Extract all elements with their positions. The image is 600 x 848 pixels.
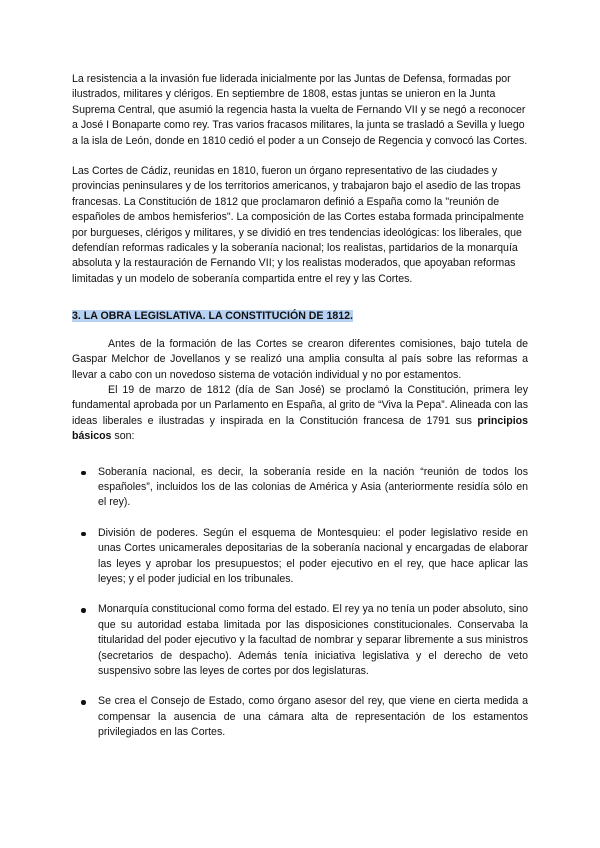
section-heading: 3. LA OBRA LEGISLATIVA. LA CONSTITUCIÓN DE 1812. bbox=[72, 310, 353, 323]
list-item-text: Soberanía nacional, es decir, la soberanía reside en la nación “reunión de todos los españoles”, incluidos los de las colonias de América y Asia (anteriormente residía sólo en el rey). bbox=[98, 465, 528, 509]
paragraph-cortes-cadiz: Las Cortes de Cádiz, reunidas en 1810, fueron un órgano representativo de las ciudades y provincias peninsulares y de los territorios americanos, y trabajaron bajo el asedio de las tropas francesas. La Constitución de 1812 que proclamaron definió a España como la "reunión de españoles de ambos hemisferios". La composición de las Cortes estaba formada principalmente por burgueses, clérigos y militares, y se dividió en tres tendencias ideológicas: los liberales, que defendían reformas radicales y la soberanía nacional; los realistas, partidarios de la monarquía absoluta y la restauración de Fernando VII; y los realistas moderados, que apoyaban reformas limitadas y un modelo de soberanía compartida entre el rey y las Cortes. bbox=[72, 165, 524, 285]
principios-basicos-bold: principios básicos bbox=[72, 414, 528, 443]
proclamacion-text: El 19 de marzo de 1812 (día de San José) se proclamó la Constitución, primera ley fundamental aprobada por un Parlamento en España, al grito de “Viva la Pepa”. Alineada con las ideas liberales e ilustradas y inspirada en la Constitución francesa de 1791 sus bbox=[72, 383, 528, 427]
list-item bbox=[72, 526, 528, 588]
bullet-icon bbox=[81, 532, 86, 537]
paragraph-juntas: La resistencia a la invasión fue liderada inicialmente por las Juntas de Defensa, formadas por ilustrados, militares y clérigos. En septiembre de 1808, estas juntas se unieron en la Junta Suprema Central, que asumió la regencia hasta la vuelta de Fernando VII y se negó a reconocer a José I Bonaparte como rey. Tras varios fracasos militares, la junta se trasladó a Sevilla y luego a la isla de León, donde en 1810 cedió el poder a un Consejo de Regencia y convocó las Cortes. bbox=[72, 73, 528, 147]
principles-list bbox=[72, 465, 528, 741]
list-item-text: División de poderes. Según el esquema de Montesquieu: el poder legislativo reside en unas Cortes unicamerales depositarias de la soberanía nacional y encargadas de elaborar las leyes y aprobar los presupuestos; el poder ejecutivo en el rey, que hace aplicar las leyes; y el poder judicial en los tribunales. bbox=[98, 526, 528, 585]
list-item-text: Monarquía constitucional como forma del estado. El rey ya no tenía un poder absoluto, sino que su autoridad estaba limitada por las disposiciones constitucionales. Conservaba la titularidad del poder ejecutivo y la facultad de nombrar y separar libremente a sus ministros (secretarios de despacho). Además tenía iniciativa legislativa y el derecho de veto suspensivo sobre las leyes de cortes por dos legislaturas. bbox=[98, 603, 528, 677]
list-item bbox=[72, 465, 528, 511]
bullet-icon bbox=[81, 608, 86, 613]
section-heading-container bbox=[72, 309, 528, 324]
list-item-text: Se crea el Consejo de Estado, como órgano asesor del rey, que viene en cierta medida a compensar la ausencia de una cámara alta de representación de los estamentos privilegiados en las Cortes. bbox=[98, 695, 528, 739]
bullet-icon bbox=[81, 471, 86, 476]
paragraph-comisiones: Antes de la formación de las Cortes se crearon diferentes comisiones, bajo tutela de Gaspar Melchor de Jovellanos y se realizó una amplia consulta al país sobre las reformas a llevar a cabo con un novedoso sistema de votación individual y no por estamentos. bbox=[72, 337, 528, 381]
proclamacion-end: son: bbox=[111, 430, 135, 443]
paragraph-proclamacion bbox=[72, 383, 528, 445]
list-item bbox=[72, 602, 528, 679]
list-item bbox=[72, 694, 528, 740]
document-page bbox=[72, 72, 528, 756]
bullet-icon bbox=[81, 700, 86, 705]
